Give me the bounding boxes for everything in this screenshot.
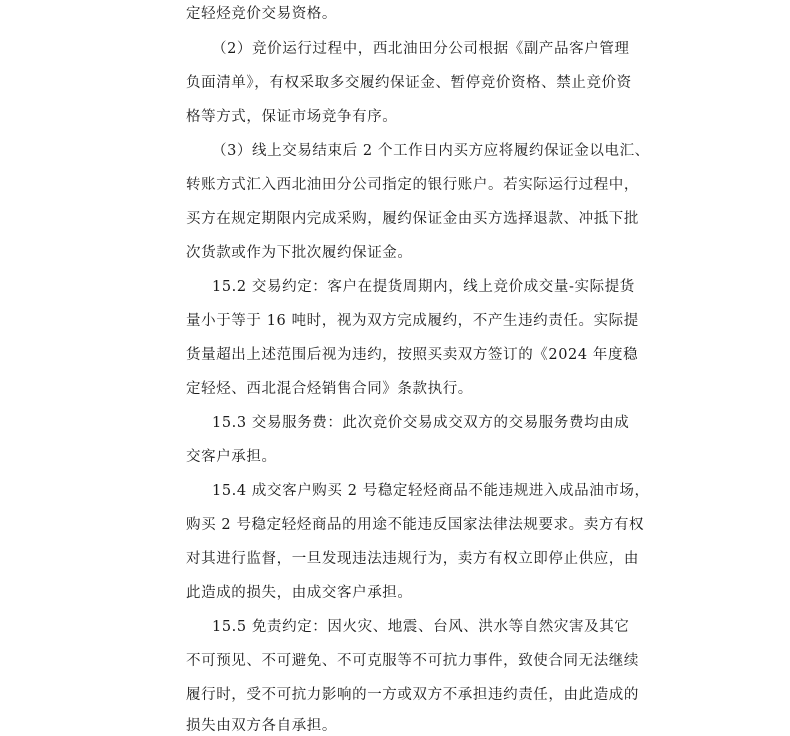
text-line: 货量超出上述范围后视为违约，按照买卖双方签订的《2024 年度稳 [186,347,639,363]
text-line: 损失由双方各自承担。 [186,718,337,734]
text-line: 15.2 交易约定：客户在提货周期内，线上竞价成交量-实际提货 [212,279,635,295]
text-line: 对其进行监督，一旦发现违法违规行为，卖方有权立即停止供应，由 [186,551,639,567]
text-line: 交客户承担。 [186,449,277,465]
text-line: 定轻烃竞价交易资格。 [186,6,337,22]
text-line: 15.5 免责约定：因火灾、地震、台风、洪水等自然灾害及其它 [212,619,630,635]
text-line: 负面清单》，有权采取多交履约保证金、暂停竞价资格、禁止竞价资 [186,75,632,91]
text-line: 格等方式，保证市场竞争有序。 [186,109,398,125]
text-line: 不可预见、不可避免、不可克服等不可抗力事件，致使合同无法继续 [186,653,639,669]
text-line: 此造成的损失，由成交客户承担。 [186,585,413,601]
text-line: 量小于等于 16 吨时，视为双方完成履约，不产生违约责任。实际提 [186,313,639,329]
text-line: 买方在规定期限内完成采购，履约保证金由买方选择退款、冲抵下批 [186,211,639,227]
text-line: 定轻烃、西北混合烃销售合同》条款执行。 [186,381,473,397]
text-line: 购买 2 号稳定轻烃商品的用途不能违反国家法律法规要求。卖方有权 [186,517,645,533]
text-line: （2）竞价运行过程中，西北油田分公司根据《副产品客户管理 [212,41,630,57]
text-line: 15.3 交易服务费：此次竞价交易成交双方的交易服务费均由成 [212,415,630,431]
text-line: 履行时，受不可抗力影响的一方或双方不承担违约责任，由此造成的 [186,687,639,703]
text-line: 次货款或作为下批次履约保证金。 [186,245,413,261]
text-line: 转账方式汇入西北油田分公司指定的银行账户。若实际运行过程中， [186,177,639,193]
text-line: 15.4 成交客户购买 2 号稳定轻烃商品不能违规进入成品油市场， [212,483,650,499]
text-line: （3）线上交易结束后 2 个工作日内买方应将履约保证金以电汇、 [212,143,650,159]
